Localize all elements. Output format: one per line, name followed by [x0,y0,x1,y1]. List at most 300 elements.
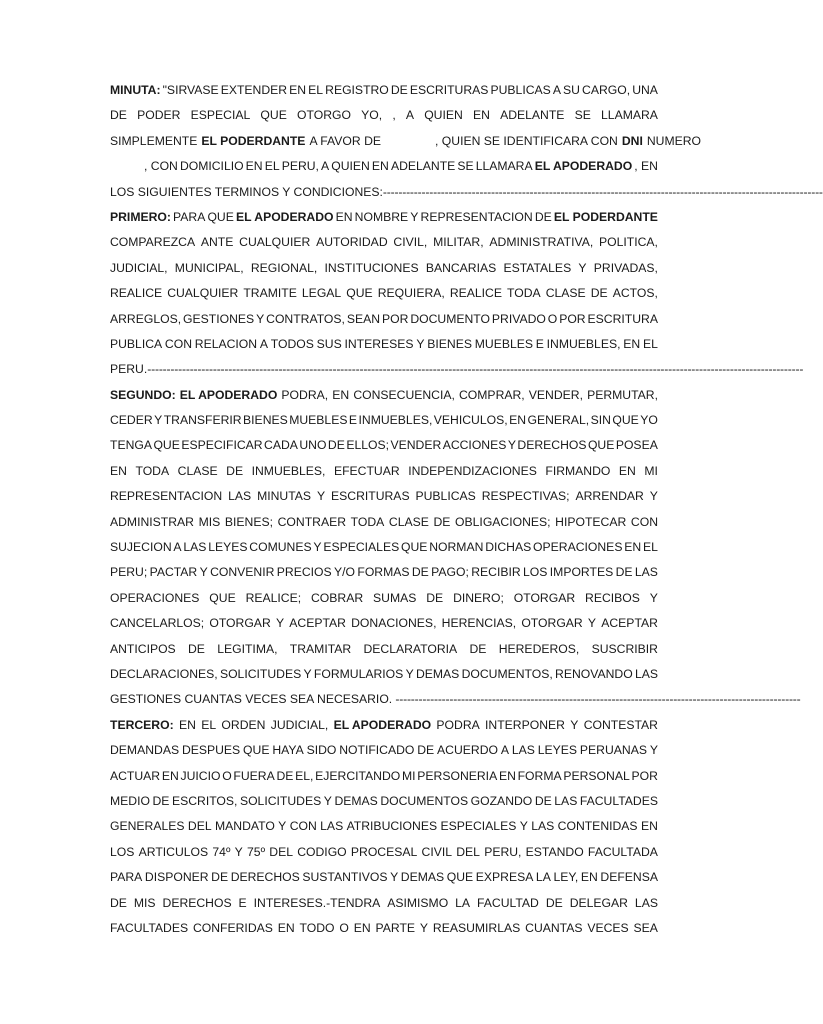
text-line [110,535,658,560]
word: GENERALES [110,819,185,834]
text-line [110,916,658,941]
word: DE [276,768,294,783]
word: ESCRITOS, [171,793,238,808]
word: A [259,336,268,351]
text-line [110,180,823,205]
word: DE [152,793,170,808]
word: JUDICIAL, [270,717,329,732]
word: UNA [632,83,658,97]
word: MEDIO [110,793,150,808]
word: PERUANAS [579,743,647,758]
word: PERSONERIA [417,768,498,783]
text-line [110,205,658,230]
word: EN [498,768,516,783]
word: VEHICULOS, [433,413,508,428]
word: CADA [264,438,298,453]
word: QUIEN [331,159,370,174]
text-line [110,738,658,763]
word: DEMAS [334,793,378,808]
word: EN [335,209,353,224]
word: ELLOS; [346,438,389,453]
word: DE [226,463,244,478]
word: EN [580,870,598,885]
word: INTERESES.-TENDRA [253,895,381,910]
word: OTORGAR [513,590,576,605]
word: PROCESAL [350,844,418,859]
word: ACUERDO [437,743,498,758]
word: DE [187,641,205,656]
word: PUBLICA [110,336,163,351]
word: DE [110,108,127,123]
word: OPERACIONES [533,540,623,555]
word: Y [316,489,326,504]
word: VECES [587,920,629,935]
word: Y [507,438,516,453]
word: TODOS [270,336,314,351]
word: MIS [133,895,156,910]
word: MUEBLES [289,413,348,428]
text-line [110,687,801,712]
word: EN [178,717,196,732]
word: SU [563,83,580,97]
word: DECLARATORIA [363,641,458,656]
word: ARREGLOS, [110,311,182,326]
word: QUE [243,743,270,758]
word: GENERAL, [527,413,590,428]
word: EN [245,159,263,174]
word: DERECHOS [162,895,232,910]
word: A [173,540,182,555]
word: PUBLICAS [490,83,551,97]
word: FACULTADES [110,920,189,935]
word: CONTESTAR [583,717,658,732]
text-line [110,256,658,281]
word: DOMICILIO [179,159,244,174]
word: INDEPENDIZACIONES [408,463,537,478]
word: Y [199,565,208,580]
word: PODRA, [281,387,329,402]
word: PAGO; [431,565,469,580]
text-line [110,789,658,814]
word: MINUTAS [257,489,312,504]
word: Y [390,870,399,885]
word: CLASE [177,463,218,478]
word: EN [277,920,295,935]
word: DINERO; [453,590,504,605]
word: ACEPTAR [289,616,346,631]
word: , [392,108,396,123]
word: LAS [228,489,252,504]
word: DE [433,514,451,529]
word: EL [642,540,658,555]
word: TENGA [110,438,152,453]
word: EL [264,159,280,174]
word: PARA [110,870,143,885]
text-line [110,560,658,585]
word: Y [649,489,658,504]
word: ARRENDAR [575,489,644,504]
text-line [110,307,658,332]
word: Y [419,920,429,935]
word: JUDICIAL, [110,260,168,275]
word: COBRAR [311,590,364,605]
word: LLAMARA [475,159,533,174]
word: OTORGAR [521,616,583,631]
word: CONTRATOS, [266,311,345,326]
word: FACULTADA [587,844,658,859]
word: EN [624,540,642,555]
word: , QUIEN SE IDENTIFICARA CON [435,133,618,148]
text-line [110,383,658,408]
word: CONFERIDAS [192,920,273,935]
word: SE [457,159,474,174]
word: ESPECIALES [440,819,517,834]
word: REGISTRO [325,83,389,97]
word: PERU. [110,362,148,377]
word: SIDO [306,743,337,758]
word: ESPECIAL [190,108,251,123]
word: DE [590,286,608,301]
word: CONSECUENCIA, [353,387,455,402]
word: ADMINISTRAR [110,514,194,529]
word: , EN [634,159,658,174]
text-line [110,459,658,484]
word: ACTOS, [612,286,658,301]
word: PARTE [375,920,416,935]
word: LAS [634,666,658,681]
word: LA [535,870,551,885]
word: EJERCITANDO [315,768,401,783]
word: ASIMISMO [387,895,449,910]
word: JUICIO [180,768,221,783]
text-line [110,357,804,382]
text-line [110,637,658,662]
word: HERENCIAS, [441,616,517,631]
word: EN [289,83,307,97]
word: PACTAR [149,565,198,580]
word: LAS [183,540,207,555]
word: EL APODERADO [534,159,633,174]
word: DE [417,743,435,758]
word: CLASE [545,286,586,301]
word: EL APODERADO [333,717,432,732]
word: REASUMIRLAS [432,920,521,935]
text-line [110,281,658,306]
word: BIENES [243,413,288,428]
word: DE [469,641,487,656]
word: DE [534,793,552,808]
word: REALICE; [245,590,302,605]
word: MUEBLES [474,336,533,351]
word: DECLARACIONES, [110,666,218,681]
text-line [110,586,658,611]
word: SUMAS [373,590,417,605]
word: Y [275,616,285,631]
word: Y [313,540,322,555]
word: PRIVADO [491,311,546,326]
word: ACCIONES [442,438,507,453]
word: DONACIONES, [351,616,437,631]
word: DERECHOS [230,870,300,885]
word: CON [630,514,658,529]
word: HAYA [272,743,304,758]
word: A [405,108,415,123]
word: PRIMERO: [110,209,171,224]
word: MI [644,463,658,478]
word: DE [426,590,444,605]
word: REPRESENTACION [420,209,533,224]
word: OTORGAR [209,616,271,631]
word: RESPECTIVAS; [481,489,570,504]
word: CIVIL, [393,235,428,250]
word: DEL [187,819,212,834]
word: A FAVOR DE [309,133,382,148]
text-line [110,611,658,636]
word: O [547,311,558,326]
word: RECIBOS [585,590,640,605]
word: QUE [401,540,428,555]
word: DE [615,565,633,580]
word: EN [509,413,527,428]
word: EL [642,336,658,351]
word: GESTIONES CUANTAS VECES SEA NECESARIO. [110,692,393,707]
word: GESTIONES [183,311,255,326]
word: ORDEN [221,717,266,732]
word: DE [390,83,408,97]
word: ESCRITURAS [409,83,489,97]
text-line [110,484,658,509]
word: YO, [361,108,383,123]
word: VENDER, [528,387,583,402]
word: ANTE [200,235,234,250]
word: POSEA [615,438,658,453]
text-line [110,764,658,789]
word: TRAMITE [243,286,297,301]
word: DEL [456,844,480,859]
word: EL PODERDANTE [201,133,306,148]
word: DE [534,209,552,224]
word: LOS [110,844,135,859]
word: RECIBIR [471,565,521,580]
word: NOMBRE [354,209,409,224]
word: ESPECIALES [323,540,400,555]
word: EL APODERADO [179,387,278,402]
word: DEMAS [400,870,445,885]
word: DOCUMENTO [410,311,490,326]
word: EL, [295,768,314,783]
word: MI [402,768,416,783]
word: Y [278,819,287,834]
word: Y [323,793,332,808]
word: 75º [247,844,266,859]
word: YO [640,413,658,428]
word: EN [472,108,490,123]
word: DE [545,895,563,910]
word: DESPUES [181,743,241,758]
word: Y [649,743,658,758]
word: SEA [633,920,658,935]
word: SEGUNDO: [110,387,176,402]
word: LAS [634,565,658,580]
word: REALICE [449,286,502,301]
word: INMUEBLES, [251,463,326,478]
word: EL [308,83,324,97]
word: EN [110,463,127,478]
word: ARTICULOS [138,844,209,859]
text-line [110,713,658,738]
word: EN [640,819,658,834]
word: EN [371,159,389,174]
text-line [110,840,658,865]
word: SE [574,108,591,123]
word: SUSCRIBIR [591,641,658,656]
word: QUIEN [424,108,463,123]
word: QUE [260,108,287,123]
word: ESTANDO [525,844,584,859]
word: E [535,336,544,351]
word: LAS [531,819,555,834]
word: SOLICITUDES [219,666,302,681]
word: MILITAR, [433,235,484,250]
word: 74º [212,844,231,859]
word: ESTATALES [503,260,572,275]
word: EN [161,768,179,783]
word: FORMULARIOS [313,666,404,681]
word: QUE [209,590,236,605]
word: TRAMITAR [289,641,352,656]
word: SUS [316,336,342,351]
word: EXPRESA [475,870,534,885]
text-line [110,408,658,433]
word: INMUEBLES, [358,413,433,428]
word: INTERPONER [485,717,565,732]
dash-filler: -------------------------------------------------------------------------------------------------------------------------------------------------------------------------- [147,362,804,377]
word: CONVENIR [210,565,275,580]
text-line [110,891,658,916]
word: DEMAS [415,666,460,681]
dash-filler: ------------------------------------------------------------------------------------------------------------------ [382,184,823,199]
word: IMPORTES [549,565,614,580]
word: TODA [135,463,170,478]
word: ATRIBUCIONES [346,819,438,834]
word: POR [559,311,586,326]
word: OTORGO [297,108,351,123]
word: CON [164,336,193,351]
word: Y [154,413,163,428]
word: SUSTANTIVOS [302,870,388,885]
word: QUE [446,870,474,885]
word: PARA [173,209,206,224]
word: ANTICIPOS [110,641,176,656]
word: Y [234,844,243,859]
word: EN [623,336,641,351]
word: SUJECION [110,540,172,555]
word: QUE [207,209,234,224]
word: O [222,768,232,783]
word: GOZANDO [470,793,533,808]
word: AUTORIDAD [316,235,388,250]
word: LOS [523,565,548,580]
word: CONTRAER [277,514,346,529]
word: CANCELARLOS; [110,616,205,631]
dash-filler: --------------------------------------------------------------------------------------------------------- [392,692,801,707]
word: LAS [554,793,578,808]
word: PUBLICAS [415,489,476,504]
word: TERCERO: [110,717,174,732]
word: ADMINISTRATIVA, [489,235,594,250]
word: FORMA [517,768,562,783]
word: PERU, [281,159,319,174]
word: ADELANTE [500,108,565,123]
word: A [321,159,330,174]
word: REQUIERA, [377,286,445,301]
word: PRIVADAS, [593,260,658,275]
word: SOLICITUDES [239,793,322,808]
word: PRECIOS [276,565,332,580]
word: INSTITUCIONES [324,260,419,275]
word: MANDATO [214,819,275,834]
word: TODA [507,286,541,301]
word: Y [649,590,658,605]
word: BANCARIAS [425,260,497,275]
word: FUERA [233,768,275,783]
word: DOCUMENTOS, [461,666,553,681]
word: TODO [299,920,335,935]
word: Y [587,616,597,631]
word: FACULTAD [477,895,539,910]
word: Y [405,666,414,681]
word: DICHAS [485,540,532,555]
word: Y [303,666,312,681]
word: NOTIFICADO [339,743,415,758]
word: OPERACIONES [110,590,200,605]
word: CUANTAS [525,920,583,935]
word: LAS [511,743,535,758]
word: REGIONAL, [250,260,318,275]
word: EL PODERDANTE [553,209,658,224]
word: Y/O [334,565,356,580]
word: LA [455,895,471,910]
word: EL APODERADO [235,209,334,224]
word: MUNICIPAL, [174,260,244,275]
word: Y [578,260,587,275]
word: A [552,83,561,97]
word: ESCRITURAS [331,489,410,504]
word: COMPAREZCA [110,235,196,250]
word: EL [201,717,217,732]
word: QUE [587,438,615,453]
text-line [110,814,658,839]
word: DNI [621,133,643,148]
word: Y [416,336,425,351]
word: DISPONER [144,870,209,885]
word: CUALQUIER [239,235,311,250]
word: Y [410,209,419,224]
word: Y [570,717,579,732]
text-line [110,129,702,154]
word: LAS [634,895,658,910]
word: SIN [590,413,611,428]
word: DE [411,565,429,580]
word: EXTENDER [220,83,288,97]
text-line [110,154,658,179]
word: LAS [320,819,344,834]
word: HIPOTECAR [555,514,627,529]
word: EN [332,387,350,402]
word: FIRMANDO [545,463,611,478]
word: PERSONAL [563,768,630,783]
word: E [348,413,358,428]
